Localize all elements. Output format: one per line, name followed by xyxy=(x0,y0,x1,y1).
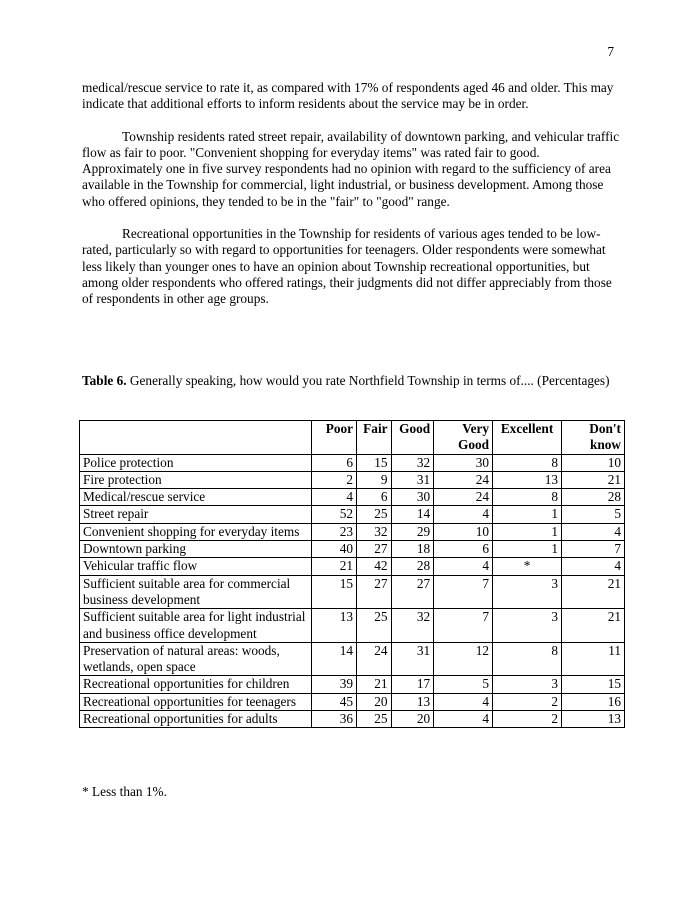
row-value-cell: 11 xyxy=(562,642,625,676)
table-row xyxy=(80,523,625,540)
table-footnote: * Less than 1%. xyxy=(82,784,167,799)
row-item-label: Recreational opportunities for teenagers xyxy=(80,693,312,710)
row-value-cell: 21 xyxy=(312,558,357,575)
row-item-label: Street repair xyxy=(80,506,312,523)
row-value-cell: 15 xyxy=(562,676,625,693)
row-value-cell: 8 xyxy=(493,454,562,471)
row-value-cell: 25 xyxy=(357,609,392,643)
row-value-cell: 14 xyxy=(312,642,357,676)
row-value-cell: 21 xyxy=(562,609,625,643)
row-value-cell: 7 xyxy=(434,609,493,643)
row-value-cell: 32 xyxy=(391,609,434,643)
row-value-cell: 42 xyxy=(357,558,392,575)
row-value-cell: 4 xyxy=(434,558,493,575)
row-item-label: Downtown parking xyxy=(80,541,312,558)
row-value-cell: 2 xyxy=(493,711,562,728)
row-value-cell: 52 xyxy=(312,506,357,523)
row-value-cell: 21 xyxy=(357,676,392,693)
table-row xyxy=(80,676,625,693)
row-value-cell: 8 xyxy=(493,642,562,676)
row-value-cell: 30 xyxy=(434,454,493,471)
row-value-cell: 31 xyxy=(391,471,434,488)
row-value-cell: 39 xyxy=(312,676,357,693)
ratings-table xyxy=(79,420,625,728)
table-header-row xyxy=(80,421,625,455)
row-value-cell: 5 xyxy=(434,676,493,693)
row-value-cell: 1 xyxy=(493,506,562,523)
row-value-cell: 7 xyxy=(562,541,625,558)
row-value-cell: 28 xyxy=(391,558,434,575)
row-value-cell: 15 xyxy=(357,454,392,471)
row-value-cell: 27 xyxy=(357,541,392,558)
column-header-item xyxy=(80,421,312,455)
row-item-label: Sufficient suitable area for commercial business development xyxy=(80,575,312,609)
row-value-cell: 13 xyxy=(562,711,625,728)
row-value-cell: 17 xyxy=(391,676,434,693)
row-item-label: Vehicular traffic flow xyxy=(80,558,312,575)
row-value-cell: 24 xyxy=(434,489,493,506)
row-value-cell: 30 xyxy=(391,489,434,506)
row-value-cell: 4 xyxy=(434,693,493,710)
column-header-poor: Poor xyxy=(312,421,357,455)
row-value-cell: 6 xyxy=(434,541,493,558)
row-value-cell: 10 xyxy=(434,523,493,540)
row-value-cell: 36 xyxy=(312,711,357,728)
row-value-cell: 2 xyxy=(493,693,562,710)
row-value-cell: 29 xyxy=(391,523,434,540)
row-value-cell: 40 xyxy=(312,541,357,558)
row-value-cell: 28 xyxy=(562,489,625,506)
table-row xyxy=(80,642,625,676)
row-value-cell: 18 xyxy=(391,541,434,558)
row-value-cell: 3 xyxy=(493,575,562,609)
row-item-label: Sufficient suitable area for light industrial and business office development xyxy=(80,609,312,643)
row-item-label: Recreational opportunities for adults xyxy=(80,711,312,728)
row-value-cell: 3 xyxy=(493,609,562,643)
paragraph-street-repair: Township residents rated street repair, availability of downtown parking, and vehicular traffic flow as fair to poor. "Convenient shopping for everyday items" was rated fair to good. Approximately one in five survey respondents had no opinion with regard to the sufficiency of area available in the Township for commercial, light industrial, or business development. Among those who offered opinions, they tended to be in the "fair" to "good" range. xyxy=(82,128,620,209)
row-value-cell: 6 xyxy=(357,489,392,506)
row-value-cell: 24 xyxy=(357,642,392,676)
body-text xyxy=(82,80,622,324)
column-header-good: Good xyxy=(391,421,434,455)
row-value-cell: 31 xyxy=(391,642,434,676)
table-row xyxy=(80,471,625,488)
row-value-cell: 14 xyxy=(391,506,434,523)
row-value-cell: 6 xyxy=(312,454,357,471)
row-value-cell: 25 xyxy=(357,506,392,523)
row-value-cell: 13 xyxy=(493,471,562,488)
column-header-dont-know: Don't know xyxy=(562,421,625,455)
table-row xyxy=(80,609,625,643)
row-value-cell: 9 xyxy=(357,471,392,488)
row-value-cell: 1 xyxy=(493,541,562,558)
row-value-cell: 12 xyxy=(434,642,493,676)
row-value-cell: 3 xyxy=(493,676,562,693)
table-body xyxy=(80,454,625,728)
row-item-label: Preservation of natural areas: woods, wetlands, open space xyxy=(80,642,312,676)
page-number: 7 xyxy=(607,44,614,59)
row-value-cell: 2 xyxy=(312,471,357,488)
table-row xyxy=(80,711,625,728)
row-value-cell: 20 xyxy=(391,711,434,728)
column-header-excellent: Excellent xyxy=(493,421,562,455)
row-value-cell: 32 xyxy=(391,454,434,471)
table-caption-text: Generally speaking, how would you rate Northfield Township in terms of.... (Percentages) xyxy=(129,373,610,388)
row-item-label: Fire protection xyxy=(80,471,312,488)
row-value-cell: 27 xyxy=(391,575,434,609)
table-row xyxy=(80,558,625,575)
row-value-cell: 21 xyxy=(562,575,625,609)
row-item-label: Police protection xyxy=(80,454,312,471)
row-value-cell: 4 xyxy=(562,558,625,575)
table-caption-label: Table 6. xyxy=(82,373,127,388)
paragraph-recreational: Recreational opportunities in the Township for residents of various ages tended to be low-rated, particularly so with regard to opportunities for teenagers. Older respondents were somewhat less likely than younger ones to have an opinion about Township recreational opportunities, but among older respondents who offered ratings, their judgments did not differ appreciably from those of respondents in other age groups. xyxy=(82,226,612,307)
row-item-label: Convenient shopping for everyday items xyxy=(80,523,312,540)
row-value-cell: 45 xyxy=(312,693,357,710)
row-value-cell: 21 xyxy=(562,471,625,488)
table-row xyxy=(80,541,625,558)
row-value-cell: 23 xyxy=(312,523,357,540)
row-value-cell: 10 xyxy=(562,454,625,471)
row-value-cell: 24 xyxy=(434,471,493,488)
table-caption xyxy=(82,373,622,389)
row-item-label: Recreational opportunities for children xyxy=(80,676,312,693)
table-row xyxy=(80,454,625,471)
table-row xyxy=(80,489,625,506)
table-row xyxy=(80,506,625,523)
row-value-cell: 4 xyxy=(312,489,357,506)
row-value-cell: 32 xyxy=(357,523,392,540)
row-value-cell: 5 xyxy=(562,506,625,523)
row-value-cell: 4 xyxy=(562,523,625,540)
row-value-cell: * xyxy=(493,558,562,575)
row-value-cell: 20 xyxy=(357,693,392,710)
row-value-cell: 25 xyxy=(357,711,392,728)
column-header-fair: Fair xyxy=(357,421,392,455)
table-row xyxy=(80,575,625,609)
paragraph-medical-rescue: medical/rescue service to rate it, as compared with 17% of respondents aged 46 and older. This may indicate that additional efforts to inform residents about the service may be in order. xyxy=(82,80,614,112)
row-value-cell: 13 xyxy=(391,693,434,710)
row-value-cell: 4 xyxy=(434,711,493,728)
column-header-very-good: Very Good xyxy=(434,421,493,455)
row-value-cell: 13 xyxy=(312,609,357,643)
row-value-cell: 8 xyxy=(493,489,562,506)
row-value-cell: 7 xyxy=(434,575,493,609)
row-value-cell: 15 xyxy=(312,575,357,609)
row-item-label: Medical/rescue service xyxy=(80,489,312,506)
row-value-cell: 1 xyxy=(493,523,562,540)
row-value-cell: 27 xyxy=(357,575,392,609)
table-row xyxy=(80,693,625,710)
row-value-cell: 4 xyxy=(434,506,493,523)
row-value-cell: 16 xyxy=(562,693,625,710)
